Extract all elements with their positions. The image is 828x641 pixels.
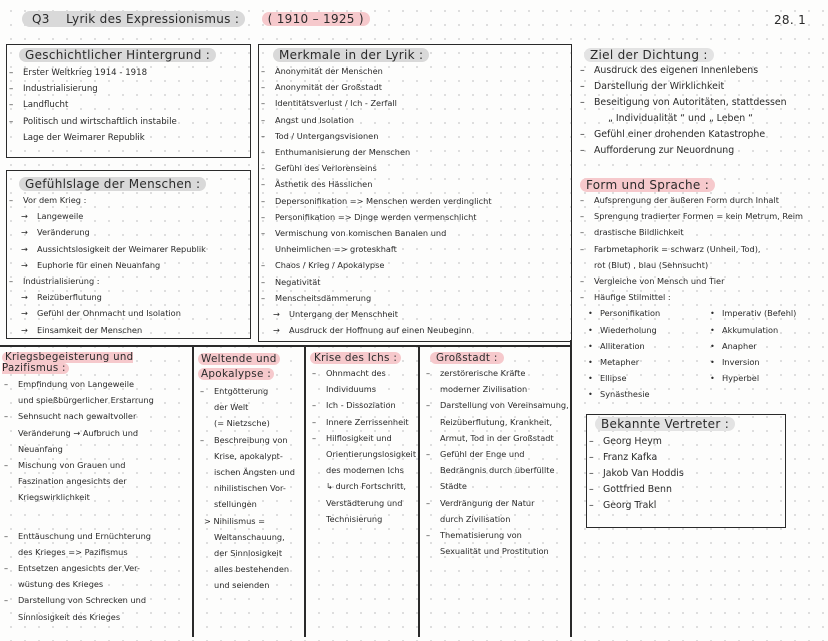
list-item: – Industrialisierung :: [7, 273, 250, 289]
date-label: 28. 1: [774, 13, 807, 27]
list-item: – Enttäuschung und Ernüchterung: [2, 528, 192, 544]
list-item: → Aussichtslosigkeit der Weimarer Republik: [7, 241, 250, 257]
list-item: – Anonymität der Menschen: [259, 63, 571, 79]
list-item: Kriegswirklichkeit: [18, 492, 90, 503]
list-item: – Chaos / Krieg / Apokalypse: [259, 257, 571, 273]
list-item: – Depersonifikation => Menschen werden verdinglicht: [259, 193, 571, 209]
list-item: – Darstellung der Wirklichkeit: [578, 79, 824, 95]
list-item: – Häufige Stilmittel :: [578, 289, 824, 305]
list-item: – Mischung von Grauen und: [2, 457, 192, 473]
list-item: • Anapher: [700, 338, 796, 354]
list-item: – Personifikation => Dinge werden vermenschlicht: [259, 209, 571, 225]
merkmale-box: [258, 44, 572, 342]
list-item: Städte: [440, 481, 467, 492]
list-item: – Sehnsucht nach gewaltvoller: [2, 408, 192, 424]
list-item: → Ausdruck der Hoffnung auf einen Neubeginn: [259, 322, 571, 338]
list-item: – Ästhetik des Hässlichen: [259, 176, 571, 192]
course-label: Q3: [32, 12, 50, 26]
list-item: – Hilflosigkeit und: [310, 430, 418, 446]
list-item: – drastische Bildlichkeit: [578, 224, 824, 240]
list-item: • Wiederholung: [578, 322, 700, 338]
list-item: und seienden: [214, 580, 270, 591]
list-item: – Angst und Isolation: [259, 112, 571, 128]
list-item: – zerstörerische Kräfte: [424, 365, 570, 381]
list-item: Krise, apokalypt-: [214, 450, 283, 461]
list-item: Veränderung → Aufbruch und: [18, 427, 139, 438]
list-item: – Aufsprengung der äußeren Form durch Inhalt: [578, 192, 824, 208]
list-item: (= Nietzsche): [214, 418, 270, 429]
gefuehlslage-box: [6, 170, 251, 339]
list-item: rot (Blut) , blau (Sehnsucht): [594, 259, 709, 270]
krieg-title: Kriegsbegeisterung und Pazifismus :: [2, 352, 134, 374]
weltende-title: Weltende und: [198, 353, 280, 365]
list-item: – Gefühl des Verlorenseins: [259, 160, 571, 176]
list-item: – Georg Heym: [587, 434, 785, 450]
list-item: → Veränderung: [7, 224, 250, 240]
list-item: – Negativität: [259, 274, 571, 290]
weltende-title-2: Apokalypse :: [198, 368, 274, 380]
list-item: stellungen: [214, 499, 257, 510]
divider: [418, 345, 420, 637]
list-item: → Untergang der Menschheit: [259, 306, 571, 322]
list-item: Reizüberflutung, Krankheit,: [440, 416, 553, 427]
list-item: Armut, Tod in der Großstadt: [440, 432, 554, 443]
list-item: – Entgötterung: [198, 383, 304, 399]
divider: [192, 345, 194, 637]
list-item: „ Individualität “ und „ Leben “: [608, 113, 753, 124]
list-item: • Imperativ (Befehl): [700, 305, 796, 321]
list-item: → Euphorie für einen Neuanfang: [7, 257, 250, 273]
list-item: • Akkumulation: [700, 322, 796, 338]
list-item: wüstung des Krieges: [18, 579, 104, 590]
krise-section: [310, 352, 418, 527]
ziel-section: [578, 48, 824, 159]
list-item: – Tod / Untergangsvisionen: [259, 128, 571, 144]
list-item: – Verdrängung der Natur: [424, 495, 570, 511]
list-item: → Gefühl der Ohnmacht und Isolation: [7, 305, 250, 321]
list-item: – Sprengung tradierter Formen = kein Metrum, Reim: [578, 208, 824, 224]
list-item: – Ohnmacht des: [310, 365, 418, 381]
list-item: Technisierung: [326, 513, 383, 524]
list-item: → Langeweile: [7, 208, 250, 224]
list-item: – Beschreibung von: [198, 432, 304, 448]
vertreter-title: Bekannte Vertreter :: [595, 417, 735, 431]
list-item: und spießbürgerlicher Erstarrung: [18, 395, 154, 406]
list-item: Sexualität und Prostitution: [440, 546, 549, 557]
list-item: Faszination angesichts der: [18, 476, 127, 487]
grossstadt-title: Großstadt :: [430, 352, 504, 364]
list-item: – Darstellung von Schrecken und: [2, 592, 192, 608]
list-item: der Welt: [214, 402, 249, 413]
list-item: alles bestehenden: [214, 564, 290, 575]
list-item: moderner Zivilisation: [440, 384, 528, 395]
list-item: Verstädterung und: [326, 497, 403, 508]
list-item: durch Zivilisation: [440, 513, 511, 524]
list-item: – Enthumanisierung der Menschen: [259, 144, 571, 160]
title-text: Lyrik des Expressionismus :: [66, 12, 240, 26]
list-item: nihilistischen Vor-: [214, 483, 286, 494]
list-item: – Gefühl einer drohenden Katastrophe: [578, 127, 824, 143]
page-title: [22, 12, 370, 26]
list-item: Bedrängnis durch überfüllte: [440, 465, 555, 476]
list-item: • Inversion: [700, 354, 796, 370]
list-item: Orientierungslosigkeit: [326, 449, 417, 460]
list-item: der Sinnlosigkeit: [214, 548, 283, 559]
list-item: – Jakob Van Hoddis: [587, 466, 785, 482]
list-item: – Gefühl der Enge und: [424, 446, 570, 462]
list-item: – Vor dem Krieg :: [7, 192, 250, 208]
list-item: → Reizüberflutung: [7, 289, 250, 305]
period-label: ( 1910 – 1925 ): [262, 12, 370, 26]
list-item: – Franz Kafka: [587, 450, 785, 466]
vertreter-box: [586, 414, 786, 528]
list-item: • Metapher: [578, 354, 700, 370]
ziel-title: Ziel der Dichtung :: [584, 48, 714, 62]
list-item: – Innere Zerrissenheit: [310, 414, 418, 430]
list-item: – Entsetzen angesichts der Ver-: [2, 560, 192, 576]
list-item: – Thematisierung von: [424, 527, 570, 543]
list-item: • Hyperbel: [700, 370, 796, 386]
list-item: – Ausdruck des eigenen Innenlebens: [578, 63, 824, 79]
divider: [304, 345, 306, 637]
list-item: des Krieges => Pazifismus: [18, 546, 128, 557]
list-item: – Identitätsverlust / Ich - Zerfall: [259, 95, 571, 111]
list-item: – Farbmetaphorik = schwarz (Unheil, Tod),: [578, 241, 824, 257]
form-section: [578, 178, 824, 403]
divider: [570, 340, 572, 637]
hintergrund-box: [6, 44, 251, 158]
list-item: – Menscheitsdämmerung: [259, 290, 571, 306]
list-item: – Aufforderung zur Neuordnung: [578, 143, 824, 159]
list-item: Unheimlichen => groteskhaft: [275, 244, 397, 255]
weltende-section: [198, 352, 304, 594]
list-item: → Einsamkeit der Menschen: [7, 322, 250, 338]
list-item: Weltanschauung,: [214, 531, 285, 542]
list-item: – Politisch und wirtschaftlich instabile: [7, 114, 250, 130]
list-item: ischen Ängsten und: [214, 467, 295, 478]
list-item: Sinnlosigkeit des Krieges: [18, 611, 121, 622]
list-item: – Georg Trakl: [587, 498, 785, 514]
list-item: • Personifikation: [578, 305, 700, 321]
list-item: • Synästhesie: [578, 386, 700, 402]
hintergrund-title: Geschichtlicher Hintergrund :: [19, 48, 216, 62]
list-item: – Anonymität der Großstadt: [259, 79, 571, 95]
list-item: – Beseitigung von Autoritäten, stattdessen: [578, 95, 824, 111]
list-item: – Ich - Dissoziation: [310, 397, 418, 413]
list-item: – Darstellung von Vereinsamung,: [424, 397, 570, 413]
list-item: Lage der Weimarer Republik: [23, 132, 145, 143]
list-item: Neuanfang: [18, 443, 63, 454]
list-item: Individuums: [326, 384, 377, 395]
form-title: Form und Sprache :: [580, 178, 715, 192]
list-item: • Ellipse: [578, 370, 700, 386]
divider: [0, 345, 570, 347]
list-item: des modernen Ichs: [326, 465, 404, 476]
list-item: – Landflucht: [7, 97, 250, 113]
list-item: – Vermischung von komischen Banalen und: [259, 225, 571, 241]
list-item: • Alliteration: [578, 338, 700, 354]
gefuehlslage-title: Gefühlslage der Menschen :: [19, 177, 206, 191]
list-item: ↳ durch Fortschritt,: [326, 481, 406, 492]
list-item: – Vergleiche von Mensch und Tier: [578, 273, 824, 289]
list-item: – Industrialisierung: [7, 81, 250, 97]
krieg-section: [2, 352, 192, 625]
grossstadt-section: [424, 352, 570, 559]
list-item: – Empfindung von Langeweile: [2, 376, 192, 392]
merkmale-title: Merkmale in der Lyrik :: [273, 48, 429, 62]
list-item: > Nihilismus =: [204, 515, 266, 526]
list-item: – Gottfried Benn: [587, 482, 785, 498]
list-item: – Erster Weltkrieg 1914 - 1918: [7, 65, 250, 81]
krise-title: Krise des Ichs :: [310, 352, 401, 364]
